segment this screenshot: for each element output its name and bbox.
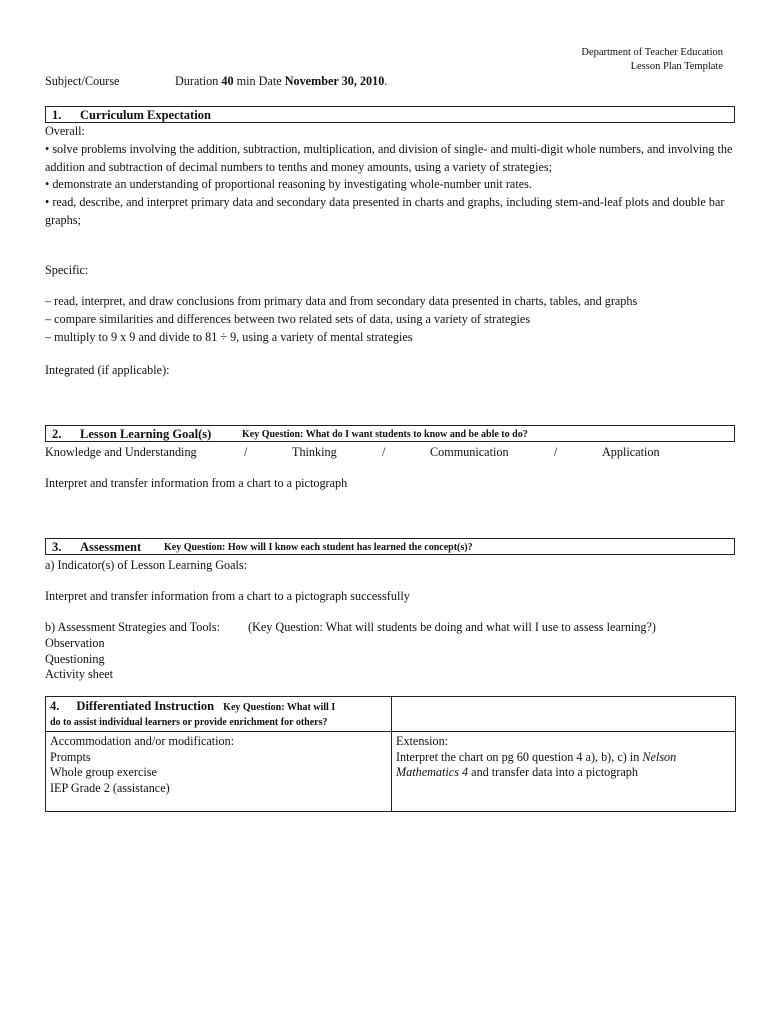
- extension-cell: [392, 732, 736, 812]
- learning-goal-text: Interpret and transfer information from a chart to a pictograph: [45, 476, 348, 490]
- integrated-label: Integrated (if applicable):: [45, 363, 170, 377]
- subject-course-label: Subject/Course: [45, 74, 120, 88]
- overall-item-3: • read, describe, and interpret primary data and secondary data presented in charts and graphs, including stem-and-leaf plots and double bar graphs;: [45, 195, 725, 227]
- accommodation-label: Accommodation and/or modification:: [50, 734, 235, 748]
- strategies-label: b) Assessment Strategies and Tools:: [45, 620, 220, 634]
- tool-activity-sheet: Activity sheet: [45, 667, 114, 681]
- section4-title: Differentiated Instruction: [76, 699, 215, 713]
- accommodation-item-3: IEP Grade 2 (assistance): [50, 780, 170, 795]
- section1-number: 1.: [52, 108, 62, 122]
- indicator-label: a) Indicator(s) of Lesson Learning Goals:: [45, 558, 248, 572]
- indicator-text: Interpret and transfer information from a chart to a pictograph successfully: [45, 589, 410, 603]
- category-application: Application: [602, 445, 660, 459]
- specific-item-2: – compare similarities and differences between two related sets of data, using a variety of strategies: [45, 311, 531, 326]
- section4-header-empty-cell: [392, 697, 736, 732]
- section1-title: Curriculum Expectation: [80, 108, 211, 122]
- tool-questioning: Questioning: [45, 652, 105, 666]
- template-name: Lesson Plan Template: [630, 61, 723, 72]
- date-suffix: .: [384, 74, 388, 88]
- section3-number: 3.: [52, 540, 62, 554]
- section3-title: Assessment: [80, 540, 142, 554]
- tool-observation: Observation: [45, 636, 105, 650]
- accommodation-item-1: Prompts: [50, 749, 91, 764]
- category-separator-1: /: [244, 445, 248, 459]
- extension-label: Extension:: [396, 734, 449, 748]
- section1-header: [45, 106, 735, 123]
- extension-book-title: Nelson Mathematics 4: [396, 749, 677, 780]
- document-header: [581, 46, 723, 74]
- section1-specific: [45, 293, 735, 346]
- accommodation-item-2: Whole group exercise: [50, 765, 157, 780]
- duration-value: 40: [221, 74, 234, 88]
- section4-number: 4.: [50, 699, 60, 713]
- extension-text-after: and transfer data into a pictograph: [468, 765, 638, 780]
- section3-key-question: Key Question: How will I know each student has learned the concept(s)?: [164, 542, 473, 553]
- section4-key-question-2: do to assist individual learners or provide enrichment for others?: [50, 716, 328, 728]
- section2-number: 2.: [52, 427, 62, 441]
- differentiated-instruction-table: [45, 696, 736, 812]
- duration-unit: min: [236, 74, 256, 88]
- section2-header: [45, 425, 735, 442]
- department-name: Department of Teacher Education: [581, 47, 723, 58]
- category-thinking: Thinking: [292, 445, 337, 459]
- duration-date-line: [175, 74, 387, 90]
- overall-item-1: • solve problems involving the addition, subtraction, multiplication, and division of single- and multi-digit whole numbers, and involving the addition and subtraction of decimal numbers to tenths and money amounts, using a variety of strategies;: [45, 141, 733, 174]
- accommodation-cell: [46, 732, 392, 812]
- specific-item-3: – multiply to 9 x 9 and divide to 81 ÷ 9, using a variety of mental strategies: [45, 329, 413, 344]
- category-communication: Communication: [430, 445, 509, 459]
- category-knowledge: Knowledge and Understanding: [45, 445, 197, 459]
- category-separator-2: /: [382, 445, 386, 459]
- strategies-key-question: (Key Question: What will students be doing and what will I use to assess learning?): [248, 620, 656, 634]
- overall-item-2: • demonstrate an understanding of proportional reasoning by investigating whole-number unit rates.: [45, 177, 532, 192]
- specific-label: Specific:: [45, 263, 89, 277]
- section4-key-question-1: Key Question: What will I: [223, 702, 336, 713]
- category-separator-3: /: [554, 445, 558, 459]
- overall-label: Overall:: [45, 124, 85, 138]
- specific-item-1: – read, interpret, and draw conclusions from primary data and from secondary data presented in charts, tables, and graphs: [45, 294, 638, 308]
- duration-label: Duration: [175, 74, 219, 88]
- section2-title: Lesson Learning Goal(s): [80, 427, 212, 441]
- date-label: Date: [258, 74, 282, 88]
- section2-key-question: Key Question: What do I want students to know and be able to do?: [242, 429, 528, 440]
- date-value: November 30, 2010: [284, 74, 385, 88]
- extension-text: [396, 750, 731, 781]
- section3-header: [45, 538, 735, 555]
- extension-text-before: Interpret the chart on pg 60 question 4 a), b), c) in: [396, 749, 643, 764]
- section4-header-cell: [46, 697, 392, 732]
- section1-overall: [45, 123, 735, 230]
